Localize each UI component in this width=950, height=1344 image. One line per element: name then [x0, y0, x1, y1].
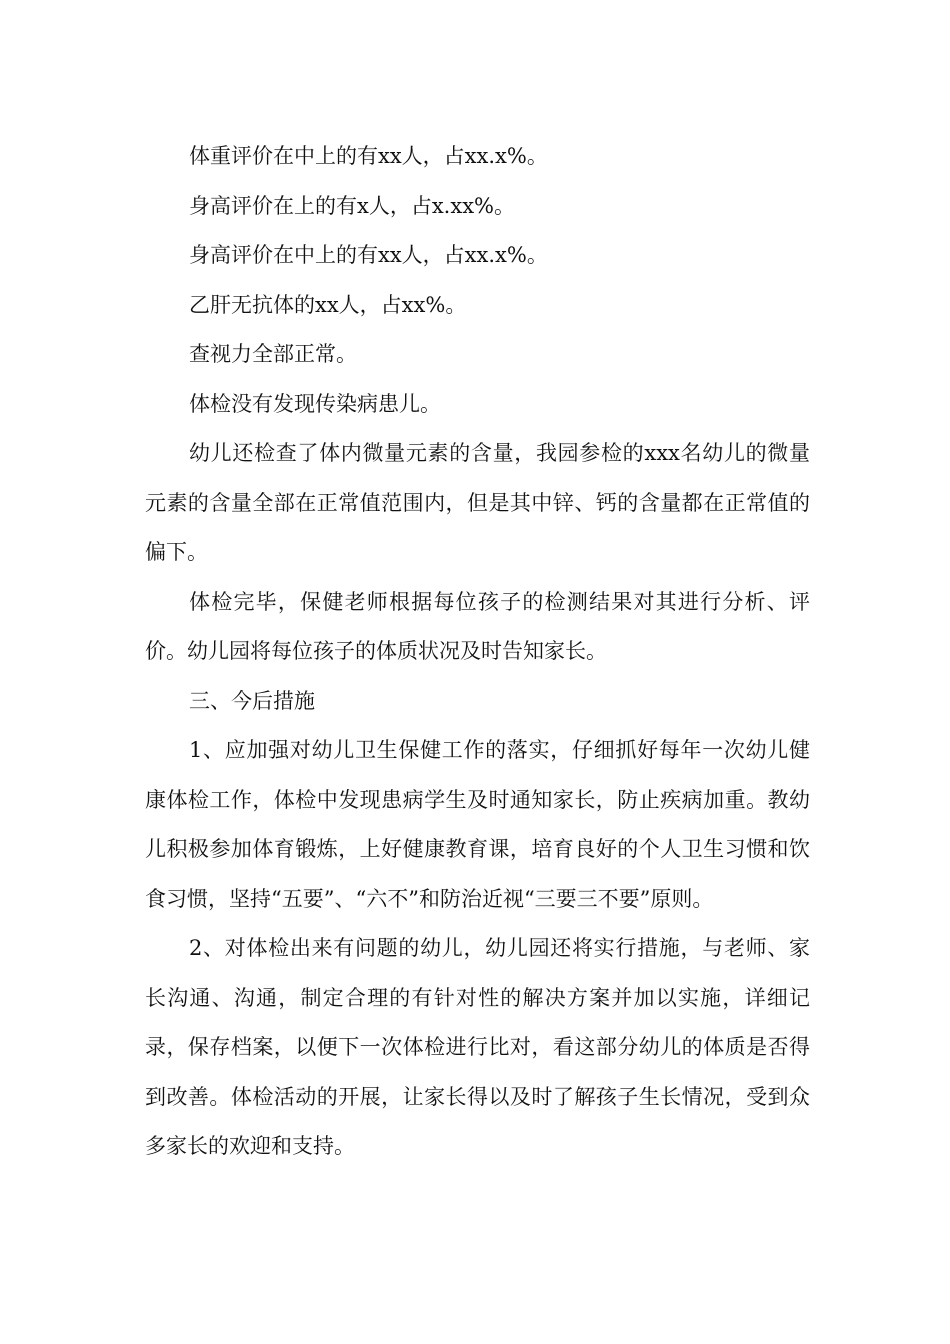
- paragraph-height-upper: 身高评价在上的有x人，占x.xx%。: [189, 193, 516, 218]
- document-body: [145, 132, 810, 1172]
- paragraph-measure-1: 1、应加强对幼儿卫生保健工作的落实，仔细抓好每年一次幼儿健康体检工作，体检中发现患病学生及时通知家长，防止疾病加重。教幼儿积极参加体育锻炼，上好健康教育课，培育良好的个人卫生习惯和饮食习惯，坚持“五要”、“六不”和防治近视“三要三不要”原则。: [145, 738, 810, 911]
- section-heading-future-measures: 三、今后措施: [189, 688, 315, 713]
- paragraph-measure-2: 2、对体检出来有问题的幼儿，幼儿园还将实行措施，与老师、家长沟通、沟通，制定合理的有针对性的解决方案并加以实施，详细记录，保存档案，以便下一次体检进行比对，看这部分幼儿的体质是否得到改善。体检活动的开展，让家长得以及时了解孩子生长情况，受到众多家长的欢迎和支持。: [145, 936, 810, 1158]
- paragraph-evaluation: 体检完毕，保健老师根据每位孩子的检测结果对其进行分析、评价。幼儿园将每位孩子的体质状况及时告知家长。: [145, 589, 810, 663]
- paragraph-weight-upper-middle: 体重评价在中上的有xx人，占xx.x%。: [189, 144, 548, 168]
- paragraph-trace-elements: 幼儿还检查了体内微量元素的含量，我园参检的xxx名幼儿的微量元素的含量全部在正常值范围内，但是其中锌、钙的含量都在正常值的偏下。: [145, 441, 810, 564]
- paragraph-hepatitis-b: 乙肝无抗体的xx人，占xx%。: [189, 292, 467, 317]
- paragraph-vision: 查视力全部正常。: [189, 342, 357, 366]
- paragraph-height-upper-middle: 身高评价在中上的有xx人，占xx.x%。: [189, 243, 548, 267]
- paragraph-infectious-disease: 体检没有发现传染病患儿。: [189, 391, 441, 416]
